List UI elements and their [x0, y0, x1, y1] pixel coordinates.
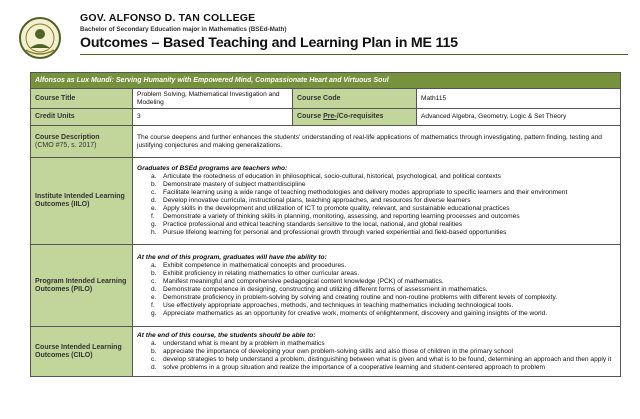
cilo-content [133, 327, 621, 377]
title-rule [80, 54, 628, 55]
list-item [151, 270, 616, 278]
list-item-text: Practice professional and ethical teaching standards sensitive to the local, national, and global realities [163, 221, 463, 228]
list-item-text: Appreciate mathematics as an opportunity for creative work, moments of enlightenment, discovery and gaining insights of the world. [163, 309, 548, 317]
list-item-marker: a. [151, 173, 157, 180]
list-item [151, 213, 616, 221]
prereq-label-underlined: Pre- [323, 113, 337, 120]
cilo-label: Course Intended Learning Outcomes (CILO) [31, 327, 133, 377]
course-title-label: Course Title [31, 89, 133, 109]
prerequisites-value: Advanced Algebra, Geometry, Logic & Set Theory [417, 109, 621, 126]
list-item [151, 181, 616, 189]
program-name: Bachelor of Secondary Education major in Mathematics (BSEd-Math) [80, 26, 287, 33]
list-item-marker: c. [151, 277, 157, 285]
list-item [151, 189, 616, 197]
document-header [18, 10, 628, 70]
iilo-list [137, 173, 616, 237]
list-item [151, 294, 616, 302]
iilo-heading: Graduates of BSEd programs are teachers who: [137, 165, 288, 172]
list-item-text: Articulate the rootedness of education in philosophical, socio-cultural, historical, psychological, and political contexts [163, 173, 501, 180]
list-item-text: Exhibit proficiency in relating mathematics to other curricular areas. [163, 269, 360, 277]
list-item-marker: f. [151, 301, 155, 309]
list-item-marker: c. [151, 189, 157, 196]
list-item [151, 364, 616, 372]
list-item-text: Demonstrate a variety of thinking skills in planning, monitoring, assessing, and reporting learning processes and outcomes [163, 213, 520, 220]
list-item-text: Demonstrate proficiency in problem-solving by solving and creating routine and non-routine problems with different levels of complexity. [163, 293, 558, 301]
motto-banner: Alfonsos as Lux Mundi: Serving Humanity with Empowered Mind, Compassionate Heart and Virtuous Soul [31, 73, 621, 89]
list-item-text: Facilitate learning using a wide range of teaching methodologies and delivery modes appropriate to specific learners and their environment [163, 189, 568, 196]
list-item [151, 340, 616, 348]
college-name: GOV. ALFONSO D. TAN COLLEGE [80, 12, 256, 24]
list-item-text: Develop innovative curricula, instructional plans, teaching approaches, and resources for diverse learners [163, 197, 471, 204]
list-item-marker: e. [151, 293, 157, 301]
course-description-title: Course Description [35, 133, 100, 141]
list-item-marker: b. [151, 269, 157, 277]
course-description-label [31, 126, 133, 158]
course-title-value: Problem Solving, Mathematical Investigation and Modeling [133, 89, 293, 109]
list-item [151, 197, 616, 205]
course-code-label: Course Code [293, 89, 417, 109]
pilo-list [137, 262, 616, 318]
list-item [151, 286, 616, 294]
prereq-label-pre: Course [297, 113, 324, 120]
credit-units-label: Credit Units [31, 109, 133, 126]
pilo-label: Program Intended Learning Outcomes (PILO) [31, 245, 133, 327]
course-code-value: Math115 [417, 89, 621, 109]
college-seal-icon [18, 16, 62, 60]
cilo-heading: At the end of this course, the students should be able to: [137, 331, 316, 339]
list-item-marker: b. [151, 181, 157, 188]
iilo-label: Institute Intended Learning Outcomes (IILO) [31, 158, 133, 245]
list-item-text: Demonstrate mastery of subject matter/discipline [163, 181, 306, 188]
list-item-text: Apply skills in the development and utilization of ICT to promote quality, relevant, and sustainable educational practices [163, 205, 510, 212]
list-item-marker: d. [151, 363, 157, 371]
list-item-text: Exhibit competence in mathematical concepts and procedures. [163, 261, 347, 269]
list-item-marker: d. [151, 197, 157, 204]
list-item [151, 173, 616, 181]
pilo-content [133, 245, 621, 327]
list-item-marker: b. [151, 347, 157, 355]
list-item-marker: f. [151, 213, 155, 220]
list-item-marker: c. [151, 355, 157, 363]
list-item [151, 348, 616, 356]
list-item-marker: a. [151, 339, 157, 347]
pilo-heading: At the end of this program, graduates will have the ability to: [137, 253, 327, 261]
list-item-text: Use effectively appropriate approaches, methods, and techniques in teaching mathematics including technological tools. [163, 301, 514, 309]
list-item [151, 310, 616, 318]
list-item-text: Demonstrate competence in designing, constructing and utilizing different forms of assessment in mathematics. [163, 285, 488, 293]
list-item-marker: h. [151, 229, 157, 236]
cilo-list [137, 340, 616, 372]
list-item [151, 221, 616, 229]
page-title: Outcomes – Based Teaching and Learning Plan in ME 115 [80, 35, 458, 51]
list-item-marker: g. [151, 221, 157, 228]
list-item-marker: g. [151, 309, 157, 317]
list-item-text: develop strategies to help understand a problem, distinguishing between what is given and what is to be found, determining an approach and then apply it [163, 355, 612, 363]
course-description-value: The course deepens and further enhances the students' understanding of real-life applications of mathematics through investigating, pattern finding, testing and justifying conjectures and making generalizations. [133, 126, 621, 158]
teaching-plan-table [30, 72, 621, 377]
prerequisites-label [293, 109, 417, 126]
list-item [151, 278, 616, 286]
list-item-marker: a. [151, 261, 157, 269]
list-item-text: appreciate the importance of developing your own problem-solving skills and also those of children in the primary school [163, 347, 514, 355]
list-item-text: Pursue lifelong learning for personal and professional growth through varied experiential and field-based opportunities [163, 229, 507, 236]
list-item [151, 229, 616, 237]
list-item [151, 302, 616, 310]
prereq-label-post: /Co-requisites [336, 113, 384, 120]
list-item [151, 356, 616, 364]
course-description-ref: (CMO #75, s. 2017) [35, 141, 97, 149]
list-item-marker: d. [151, 285, 157, 293]
iilo-content [133, 158, 621, 245]
credit-units-value: 3 [133, 109, 293, 126]
list-item [151, 205, 616, 213]
list-item-marker: e. [151, 205, 157, 212]
list-item-text: Manifest meaningful and comprehensive pedagogical content knowledge (PCK) of mathematics. [163, 277, 444, 285]
list-item-text: solve problems in a group situation and realize the importance of a cooperative learning and student-centered approach to problem [163, 363, 545, 371]
list-item [151, 262, 616, 270]
list-item-text: understand what is meant by a problem in mathematics [163, 339, 325, 347]
